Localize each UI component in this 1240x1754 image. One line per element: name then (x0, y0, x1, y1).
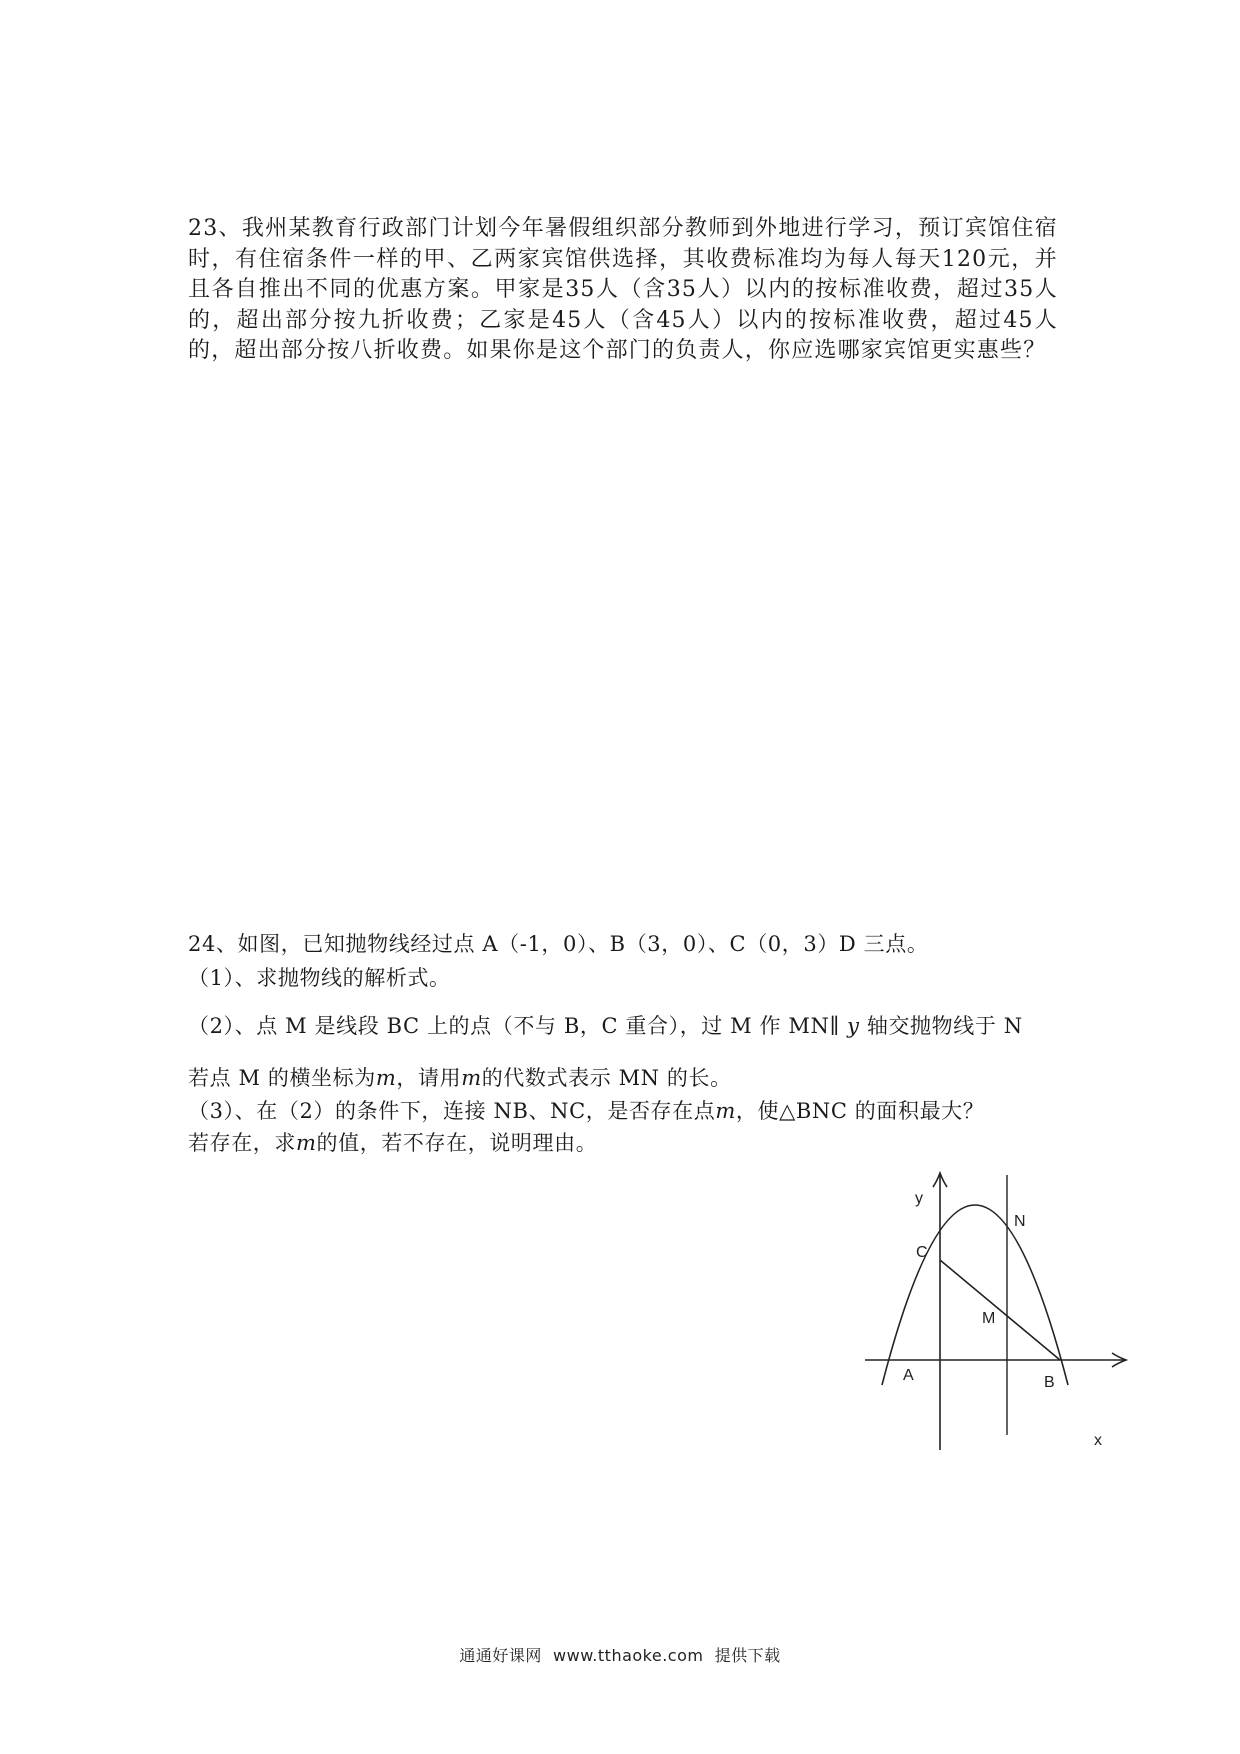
question-23 (188, 214, 1058, 367)
footer-text: 通通好课网 www.tthaoke.com 提供下载 (459, 1646, 781, 1665)
part-1-text: （1）、求抛物线的解析式。 (188, 966, 451, 990)
label-x: x (1094, 1432, 1102, 1449)
part-2-text-a: （2）、点 M 是线段 BC 上的点（不与 B，C 重合），过 M 作 MN∥ (188, 1014, 840, 1038)
y-symbol: y (847, 1014, 860, 1038)
m-symbol: m (715, 1099, 736, 1123)
question-24-stem (188, 928, 1068, 958)
question-24-part-3 (188, 1095, 984, 1125)
label-y: y (915, 1190, 923, 1207)
part-3-text-a2: ，使△BNC 的面积最大？ (735, 1099, 985, 1123)
part-2-text-b: 轴交抛物线于 N (866, 1014, 1023, 1038)
question-24-part-2 (188, 1010, 1023, 1040)
question-24-stem-text: 24、如图，已知抛物线经过点 A（-1，0）、B（3，0）、C（0，3）D 三点。 (188, 932, 929, 956)
label-n: N (1014, 1213, 1026, 1230)
label-b: B (1044, 1374, 1055, 1391)
label-a: A (903, 1367, 914, 1384)
m-symbol: m (375, 1066, 397, 1090)
label-c: C (916, 1244, 928, 1261)
label-m: M (982, 1310, 996, 1327)
m-symbol: m (296, 1131, 317, 1155)
m-symbol: m (461, 1066, 482, 1090)
part-3-text-b2: 的值，若不存在，说明理由。 (316, 1131, 598, 1155)
parabola-figure (860, 1165, 1160, 1455)
question-24-part-1 (188, 962, 451, 992)
question-24-part-3-continued (188, 1127, 597, 1157)
part-2-text-c1: 若点 M 的横坐标为 (188, 1066, 376, 1090)
parabola-curve (882, 1205, 1068, 1385)
question-23-text: 23、我州某教育行政部门计划今年暑假组织部分教师到外地进行学习，预订宾馆住宿时，有住宿条件一样的甲、乙两家宾馆供选择，其收费标准均为每人每天120元，并且各自推出不同的优惠方案。甲家是35人（含35人）以内的按标准收费，超过35人的，超出部分按九折收费；乙家是45人（含45人）以内的按标准收费，超过45人的，超出部分按八折收费。如果你是这个部门的负责人，你应选哪家宾馆更实惠些？ (188, 216, 1058, 363)
part-3-text-b1: 若存在，求 (188, 1131, 296, 1155)
part-3-text-a1: （3）、在（2）的条件下，连接 NB、NC，是否存在点 (188, 1099, 716, 1123)
question-24-part-2-continued (188, 1062, 732, 1092)
segment-cb (940, 1260, 1060, 1360)
page-footer (0, 1643, 1240, 1666)
part-2-text-c3: 的代数式表示 MN 的长。 (481, 1066, 732, 1090)
part-2-text-c2: ，请用 (396, 1066, 462, 1090)
